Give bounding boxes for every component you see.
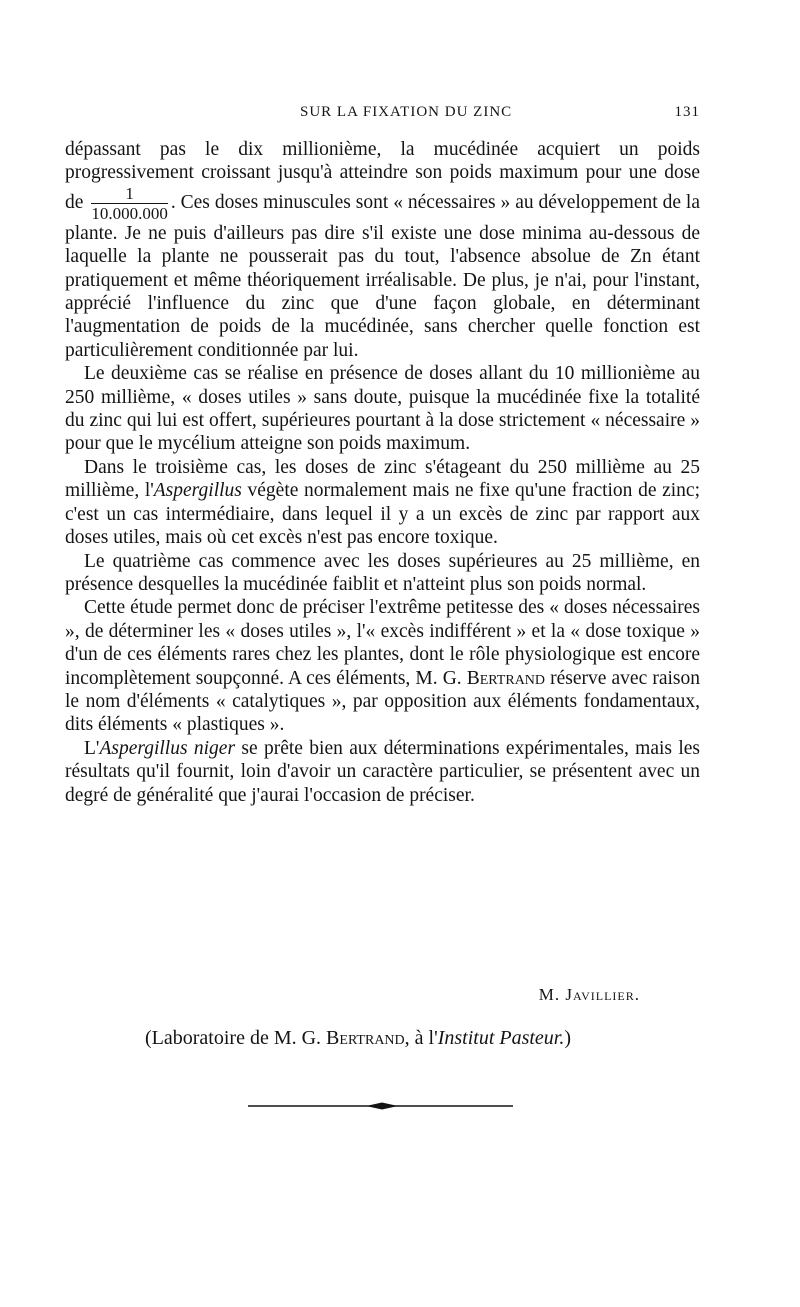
- paragraph-6: [65, 737, 700, 807]
- paragraph-4: Le quatrième cas commence avec les doses supérieures au 25 millième, en présence desquelles la mucédinée faiblit et n'atteint plus son poids normal.: [65, 550, 700, 595]
- author-signature: [539, 985, 640, 1005]
- paragraph-1-rest: . Ces doses minuscules sont « nécessaires » au développement de la plante. Je ne puis d'ailleurs pas dire s'il existe une dose minima au-dessous de laquelle la plante ne pousserait pas du tout, l'absence absolue de Zn étant pratiquement et même théoriquement irréalisable. De plus, je n'ai, pour l'instant, apprécié l'influence du zinc que d'une façon globale, en déterminant l'augmentation de poids de la mucédinée, sans chercher quelle fonction est particulièrement conditionnée par lui.: [65, 191, 700, 361]
- paragraph-5-after: réserve avec raison le nom d'éléments « catalytiques », par opposition aux éléments fondamentaux, dits éléments « plastiques ».: [65, 667, 700, 736]
- paragraph-6-italic: Aspergillus niger: [99, 737, 236, 759]
- signature-initial: M.: [538, 985, 561, 1004]
- paragraph-3-italic: Aspergillus: [153, 480, 242, 502]
- affiliation-smallcaps: Bertrand: [326, 1027, 405, 1049]
- paragraph-1-text: dépassant pas le dix millionième, la mucédinée acquiert un poids progressivement croissant jusqu'à atteindre son poids maximum pour une dose de: [65, 139, 700, 213]
- paragraph-6-before: L': [84, 737, 100, 759]
- affiliation-line: [145, 1027, 625, 1050]
- paragraph-5: [65, 596, 700, 736]
- end-ornament-rule: [248, 1100, 513, 1112]
- paragraph-1: [65, 138, 700, 362]
- paragraph-6-after: se prête bien aux déterminations expérimentales, mais les résultats qu'il fournit, loin d'avoir un caractère particulier, se présentent avec un degré de généralité que j'aurai l'occasion de préciser.: [65, 737, 700, 806]
- signature-name: Javillier.: [565, 985, 640, 1004]
- affiliation-italic: Institut Pasteur.: [437, 1027, 565, 1049]
- paragraph-5-before: Cette étude permet donc de préciser l'extrême petitesse des « doses nécessaires », de déterminer les « doses utiles », l'« excès indifférent » et la « dose toxique » d'un de ces éléments rares chez les plantes, dont le rôle physiologique est encore incomplètement soupçonné. A ces éléments, M. G.: [65, 597, 700, 689]
- paragraph-3-after: végète normalement mais ne fixe qu'une fraction de zinc; c'est un cas intermédiaire, dans lequel il y a un excès de zinc par rapport aux doses utiles, mais où cet excès n'est pas encore toxique.: [65, 480, 701, 549]
- page-number: 131: [674, 104, 700, 120]
- paragraph-3-before: Dans le troisième cas, les doses de zinc s'étageant du 250 millième au 25 millième, l': [65, 456, 700, 502]
- running-title: SUR LA FIXATION DU ZINC: [300, 104, 513, 120]
- ornament-rule-icon: [248, 1100, 513, 1112]
- affiliation-open: (Laboratoire de M. G.: [145, 1027, 327, 1049]
- fraction-denominator: 10.000.000: [91, 203, 168, 223]
- affiliation-close: ): [564, 1027, 572, 1049]
- fraction-numerator: 1: [91, 185, 168, 204]
- body-text: [65, 138, 700, 807]
- affiliation-middle: , à l': [404, 1027, 438, 1049]
- paragraph-3: [65, 456, 700, 550]
- paragraph-5-smallcaps: Bertrand: [466, 667, 546, 689]
- fraction: [91, 185, 168, 222]
- paragraph-2: Le deuxième cas se réalise en présence de doses allant du 10 millionième au 250 millième, « doses utiles » sans doute, puisque la mucédinée fixe la totalité du zinc qui lui est offert, supérieures pourtant à la dose strictement « nécessaire » pour que le mycélium atteigne son poids maximum.: [65, 363, 700, 455]
